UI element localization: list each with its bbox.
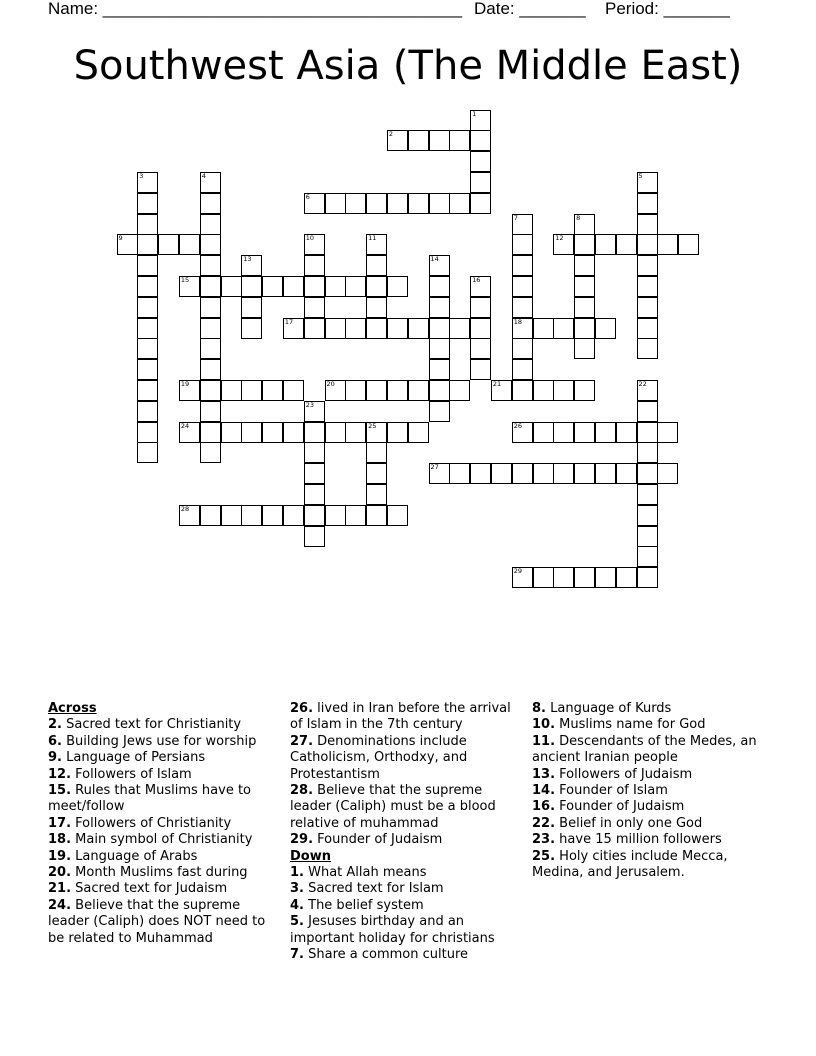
crossword-cell[interactable] [512,567,533,588]
cell-number: 9 [118,234,123,243]
crossword-cell[interactable] [345,505,366,526]
crossword-cell[interactable] [179,276,200,297]
crossword-cell[interactable] [637,193,658,214]
crossword-cell[interactable] [512,214,533,235]
crossword-cell[interactable] [304,401,325,422]
crossword-cell[interactable] [304,276,325,297]
cell-number: 20 [326,379,335,388]
crossword-cell[interactable] [200,338,221,359]
clue-across-20: 20. Month Muslims fast during [48,865,248,881]
crossword-cell[interactable] [637,526,658,547]
crossword-cell[interactable] [574,234,595,255]
crossword-cell[interactable] [470,151,491,172]
crossword-cell[interactable] [429,276,450,297]
crossword-cell[interactable] [241,318,262,339]
crossword-cell[interactable] [241,297,262,318]
crossword-cell[interactable] [137,255,158,276]
crossword-cell[interactable] [429,130,450,151]
crossword-cell[interactable] [574,338,595,359]
crossword-cell[interactable] [158,234,179,255]
clue-column-2 [290,701,522,964]
clue-across-12: 12. Followers of Islam [48,766,192,782]
cell-number: 16 [472,275,481,284]
crossword-cell[interactable] [200,318,221,339]
crossword-cell[interactable] [637,255,658,276]
across-heading: Across [48,701,97,716]
crossword-cell[interactable] [491,463,512,484]
crossword-cell[interactable] [470,359,491,380]
crossword-cell[interactable] [304,318,325,339]
clue-down-22: 22. Belief in only one God [532,815,703,831]
crossword-cell[interactable] [366,463,387,484]
crossword-cell[interactable] [200,234,221,255]
crossword-cell[interactable] [221,380,242,401]
cell-number: 27 [430,463,439,472]
clue-down-25: 25. Holy cities include Mecca, Medina, and Jerusalem. [532,848,728,881]
crossword-cell[interactable] [512,255,533,276]
period-field[interactable]: Period: _______ [605,0,730,18]
crossword-cell[interactable] [429,401,450,422]
clue-down-3: 3. Sacred text for Islam [290,881,444,897]
crossword-cell[interactable] [637,276,658,297]
crossword-cell[interactable] [595,567,616,588]
crossword-cell[interactable] [241,380,262,401]
crossword-cell[interactable] [429,338,450,359]
crossword-cell[interactable] [637,172,658,193]
crossword-cell[interactable] [637,401,658,422]
crossword-cell[interactable] [449,193,470,214]
date-field[interactable]: Date: _______ [474,0,586,18]
cell-number: 15 [180,275,190,284]
clue-down-1: 1. What Allah means [290,865,427,881]
crossword-cell[interactable] [200,297,221,318]
cell-number: 13 [243,255,252,264]
crossword-cell[interactable] [408,318,429,339]
clue-across-2: 2. Sacred text for Christianity [48,717,242,733]
crossword-cell[interactable] [637,546,658,567]
page-title: Southwest Asia (The Middle East) [73,43,743,89]
clue-column-1 [48,701,280,947]
cell-number: 28 [180,504,190,513]
crossword-cell[interactable] [533,380,554,401]
crossword-cell[interactable] [574,297,595,318]
crossword-cell[interactable] [262,380,283,401]
crossword-cell[interactable] [137,214,158,235]
crossword-cell[interactable] [304,297,325,318]
crossword-cell[interactable] [262,422,283,443]
crossword-cell[interactable] [637,214,658,235]
crossword-cell[interactable] [657,463,678,484]
cell-number: 10 [305,234,314,243]
crossword-cell[interactable] [200,442,221,463]
crossword-cell[interactable] [616,234,637,255]
crossword-cell[interactable] [616,422,637,443]
clue-across-19: 19. Language of Arabs [48,848,198,864]
cell-number: 12 [555,234,564,243]
down-heading: Down [290,848,331,864]
crossword-cell[interactable] [595,422,616,443]
crossword-cell[interactable] [387,422,408,443]
crossword-cell[interactable] [637,318,658,339]
crossword-cell[interactable] [137,401,158,422]
crossword-cell[interactable] [553,463,574,484]
crossword-cell[interactable] [137,338,158,359]
crossword-cell[interactable] [387,193,408,214]
crossword-cell[interactable] [221,505,242,526]
clue-across-6: 6. Building Jews use for worship [48,733,257,749]
student-info-header [48,0,768,20]
clue-down-16: 16. Founder of Judaism [532,799,685,815]
crossword-cell[interactable] [366,193,387,214]
crossword-cell[interactable] [429,318,450,339]
crossword-cell[interactable] [366,234,387,255]
crossword-cell[interactable] [637,422,658,443]
crossword-cell[interactable] [179,380,200,401]
cell-number: 26 [513,421,522,430]
crossword-cell[interactable] [283,505,304,526]
crossword-cell[interactable] [512,338,533,359]
crossword-cell[interactable] [533,422,554,443]
cell-number: 22 [638,379,647,388]
crossword-cell[interactable] [470,130,491,151]
crossword-cell[interactable] [533,463,554,484]
clue-across-18: 18. Main symbol of Christianity [48,832,253,848]
clue-down-5: 5. Jesuses birthday and an important holiday for christians [290,914,495,946]
crossword-cell[interactable] [595,318,616,339]
crossword-cell[interactable] [408,193,429,214]
cell-number: 6 [305,192,310,201]
crossword-cell[interactable] [429,359,450,380]
cell-number: 18 [513,317,522,326]
crossword-cell[interactable] [449,463,470,484]
cell-number: 7 [513,213,518,222]
crossword-cell[interactable] [470,297,491,318]
crossword-cell[interactable] [304,442,325,463]
crossword-cell[interactable] [553,567,574,588]
crossword-cell[interactable] [262,505,283,526]
cell-number: 21 [492,379,502,388]
crossword-cell[interactable] [512,380,533,401]
crossword-cell[interactable] [574,380,595,401]
crossword-cell[interactable] [200,359,221,380]
crossword-cell[interactable] [366,442,387,463]
crossword-cell[interactable] [574,567,595,588]
crossword-cell[interactable] [137,172,158,193]
crossword-cell[interactable] [221,276,242,297]
crossword-cell[interactable] [637,505,658,526]
crossword-cell[interactable] [470,276,491,297]
clue-across-24: 24. Believe that the supreme leader (Caliph) does NOT need to be related to Muhammad [48,897,266,946]
crossword-cell[interactable] [387,130,408,151]
crossword-cell[interactable] [304,484,325,505]
clue-across-29: 29. Founder of Judaism [290,832,443,848]
crossword-cell[interactable] [241,505,262,526]
clue-down-4: 4. The belief system [290,897,424,913]
crossword-cell[interactable] [304,463,325,484]
crossword-cell[interactable] [574,276,595,297]
crossword-cell[interactable] [345,193,366,214]
crossword-cell[interactable] [137,276,158,297]
crossword-cell[interactable] [283,276,304,297]
crossword-cell[interactable] [325,380,346,401]
crossword-cell[interactable] [533,318,554,339]
clue-down-23: 23. have 15 million followers [532,832,722,848]
crossword-cell[interactable] [637,463,658,484]
crossword-cell[interactable] [241,276,262,297]
crossword-cell[interactable] [325,318,346,339]
crossword-cell[interactable] [283,422,304,443]
crossword-cell[interactable] [387,276,408,297]
crossword-cell[interactable] [595,463,616,484]
name-field[interactable]: Name: ______________________________________ [48,0,463,18]
clue-across-28: 28. Believe that the supreme leader (Caliph) must be a blood relative of muhammad [290,783,496,831]
crossword-cell[interactable] [574,214,595,235]
crossword-cell[interactable] [137,422,158,443]
crossword-cell[interactable] [387,505,408,526]
crossword-cell[interactable] [137,193,158,214]
cell-number: 2 [388,130,394,139]
crossword-cell[interactable] [345,380,366,401]
crossword-cell[interactable] [553,234,574,255]
crossword-cell[interactable] [637,234,658,255]
crossword-cell[interactable] [429,380,450,401]
crossword-cell[interactable] [325,505,346,526]
crossword-cell[interactable] [366,380,387,401]
crossword-cell[interactable] [637,484,658,505]
crossword-cell[interactable] [304,422,325,443]
crossword-cell[interactable] [533,567,554,588]
crossword-cell[interactable] [553,318,574,339]
crossword-cell[interactable] [304,505,325,526]
crossword-cell[interactable] [366,297,387,318]
crossword-cell[interactable] [408,130,429,151]
cell-number: 19 [180,379,190,388]
clue-down-13: 13. Followers of Judaism [532,766,693,782]
crossword-cell[interactable] [553,422,574,443]
crossword-cell[interactable] [366,318,387,339]
crossword-cell[interactable] [241,422,262,443]
clue-across-9: 9. Language of Persians [48,750,206,766]
crossword-cell[interactable] [637,380,658,401]
clue-across-26: 26. lived in Iran before the arrival of Islam in the 7th century [290,701,511,733]
cell-number: 8 [576,213,581,222]
crossword-cell[interactable] [574,255,595,276]
crossword-cell[interactable] [553,380,574,401]
crossword-cell[interactable] [595,234,616,255]
crossword-cell[interactable] [137,297,158,318]
clue-down-10: 10. Muslims name for God [532,717,706,733]
crossword-cell[interactable] [200,193,221,214]
crossword-cell[interactable] [137,234,158,255]
crossword-cell[interactable] [345,422,366,443]
cell-number: 29 [513,567,522,576]
crossword-cell[interactable] [429,255,450,276]
crossword-cell[interactable] [637,567,658,588]
crossword-cell[interactable] [200,505,221,526]
crossword-cell[interactable] [200,276,221,297]
crossword-cell[interactable] [387,318,408,339]
crossword-cell[interactable] [200,255,221,276]
crossword-cell[interactable] [304,255,325,276]
crossword-cell[interactable] [470,110,491,131]
crossword-cell[interactable] [574,422,595,443]
crossword-cell[interactable] [512,297,533,318]
crossword-cell[interactable] [179,505,200,526]
clue-down-7: 7. Share a common culture [290,947,469,963]
cell-number: 1 [472,109,477,118]
cell-number: 14 [430,255,439,264]
crossword-cell[interactable] [200,172,221,193]
crossword-cell[interactable] [574,318,595,339]
crossword-cell[interactable] [200,380,221,401]
crossword-cell[interactable] [470,338,491,359]
crossword-cell[interactable] [470,318,491,339]
cell-number: 24 [180,421,190,430]
clue-down-11: 11. Descendants of the Medes, an ancient Iranian people [532,733,757,766]
crossword-cell[interactable] [179,234,200,255]
crossword-cell[interactable] [283,380,304,401]
crossword-cell[interactable] [137,318,158,339]
crossword-cell[interactable] [470,193,491,214]
crossword-cell[interactable] [429,463,450,484]
crossword-cell[interactable] [449,130,470,151]
crossword-cell[interactable] [678,234,699,255]
crossword-cell[interactable] [657,234,678,255]
crossword-cell[interactable] [408,380,429,401]
crossword-cell[interactable] [200,214,221,235]
crossword-cell[interactable] [366,276,387,297]
crossword-cell[interactable] [325,193,346,214]
crossword-cell[interactable] [491,380,512,401]
crossword-cell[interactable] [574,463,595,484]
crossword-cell[interactable] [429,193,450,214]
crossword-cell[interactable] [262,276,283,297]
crossword-cell[interactable] [408,422,429,443]
clue-down-14: 14. Founder of Islam [532,783,668,799]
crossword-cell[interactable] [512,318,533,339]
crossword-cell[interactable] [637,338,658,359]
crossword-cell[interactable] [117,234,138,255]
cell-number: 17 [284,317,294,326]
crossword-cell[interactable] [325,276,346,297]
crossword-cell[interactable] [325,422,346,443]
cell-number: 23 [305,400,314,409]
crossword-cell[interactable] [657,422,678,443]
crossword-cell[interactable] [345,276,366,297]
clue-column-3 [532,701,768,881]
crossword-cell[interactable] [449,380,470,401]
cell-number: 4 [201,171,206,180]
crossword-cell[interactable] [304,234,325,255]
clue-across-27: 27. Denominations include Catholicism, Orthodxy, and Protestantism [290,733,468,782]
crossword-cell[interactable] [470,463,491,484]
crossword-cell[interactable] [200,422,221,443]
crossword-cell[interactable] [387,380,408,401]
crossword-cell[interactable] [345,318,366,339]
crossword-cell[interactable] [179,422,200,443]
crossword-cell[interactable] [221,422,242,443]
cell-number: 11 [368,234,377,243]
crossword-cell[interactable] [241,255,262,276]
clue-across-15: 15. Rules that Muslims have to meet/follow [48,783,252,815]
crossword-cell[interactable] [304,526,325,547]
crossword-cell[interactable] [200,401,221,422]
crossword-cell[interactable] [137,442,158,463]
crossword-cell[interactable] [637,297,658,318]
crossword-cell[interactable] [366,255,387,276]
crossword-cell[interactable] [366,484,387,505]
crossword-cell[interactable] [616,463,637,484]
crossword-cell[interactable] [512,463,533,484]
crossword-cell[interactable] [616,567,637,588]
cell-number: 25 [368,421,377,430]
crossword-cell[interactable] [449,318,470,339]
crossword-cell[interactable] [366,422,387,443]
crossword-cell[interactable] [470,172,491,193]
cell-number: 5 [638,171,643,180]
crossword-cell[interactable] [512,359,533,380]
crossword-cell[interactable] [637,442,658,463]
clue-across-17: 17. Followers of Christianity [48,815,232,831]
cell-number: 3 [139,171,144,180]
crossword-cell[interactable] [512,276,533,297]
crossword-cell[interactable] [512,422,533,443]
clue-down-8: 8. Language of Kurds [532,701,672,716]
crossword-cell[interactable] [137,359,158,380]
crossword-cell[interactable] [366,505,387,526]
crossword-cell[interactable] [283,318,304,339]
crossword-cell[interactable] [429,297,450,318]
crossword-cell[interactable] [304,193,325,214]
crossword-cell[interactable] [512,234,533,255]
clue-across-21: 21. Sacred text for Judaism [48,881,228,897]
crossword-cell[interactable] [137,380,158,401]
